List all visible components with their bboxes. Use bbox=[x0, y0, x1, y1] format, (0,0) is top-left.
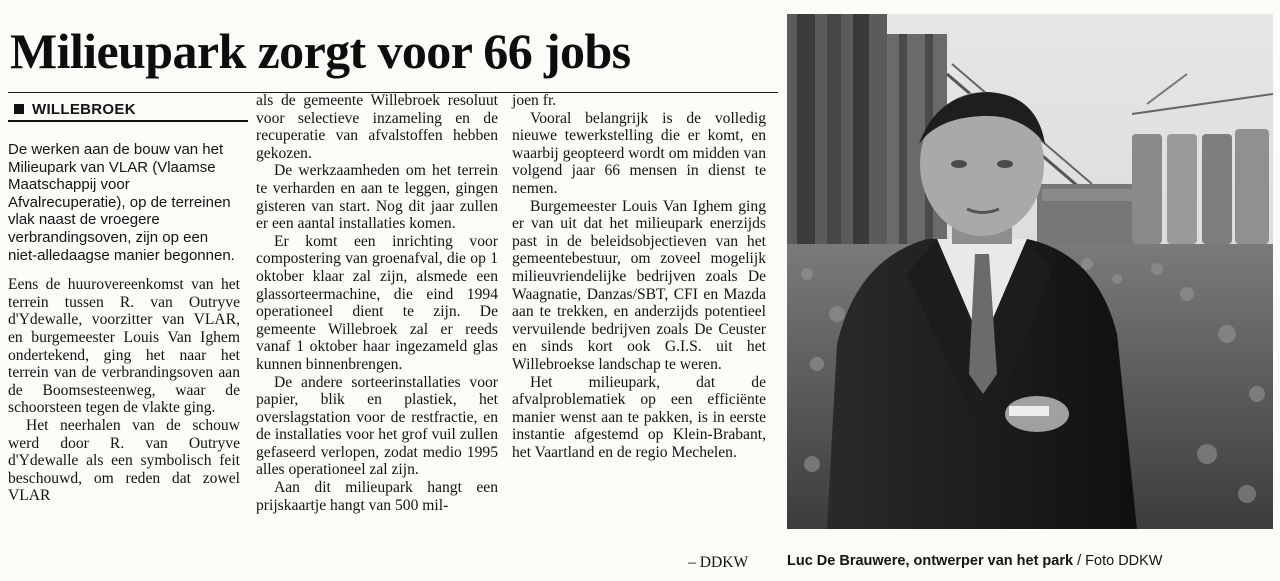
photo-caption bbox=[787, 553, 1277, 569]
paragraph: als de gemeente Willebroek resoluut voor selectieve inzameling en de recuperatie van afvalstoffen hebben gekozen. bbox=[256, 92, 498, 162]
paragraph: Aan dit milieupark hangt een prijskaartje hangt van 500 mil- bbox=[256, 479, 498, 514]
square-bullet-icon bbox=[14, 104, 24, 114]
article-column-2 bbox=[256, 92, 498, 514]
paragraph: De werkzaamheden om het terrein te verharden en aan te leggen, gingen gisteren van start. Nog dit jaar zullen er een aantal installaties komen. bbox=[256, 162, 498, 233]
article-photo bbox=[787, 14, 1273, 529]
article-column-1 bbox=[8, 141, 240, 505]
paragraph: Eens de huurovereenkomst van het terrein tussen R. van Outryve d'Ydewalle, voorzitter van VLAR, en burgemeester Louis Van Ighem ondertekend, ging het naar het terrein van de verbrandingsoven aan de Boomsesteenweg, waar de schoorsteen tegen de vlakte ging. bbox=[8, 276, 240, 417]
paragraph: joen fr. bbox=[512, 92, 557, 109]
paragraph: Vooral belangrijk is de volledig nieuwe tewerkstelling die er komt, en waarbij geopteerd wordt om midden van volgend jaar 66 mensen in dienst te nemen. bbox=[512, 109, 766, 197]
author-signature: – DDKW bbox=[688, 554, 749, 571]
caption-credit: / Foto DDKW bbox=[1073, 553, 1163, 569]
paragraph: Er komt een inrichting voor compostering van groenafval, die op 1 oktober klaar zal zijn, alsmede een glassorteermachine, die eind 1994 operationeel dient te zijn. De gemeente Willebroek zal er reeds vanaf 1 oktober haar ingezameld glas kunnen binnenbrengen. bbox=[256, 232, 498, 373]
article-column-3 bbox=[512, 92, 766, 461]
lead-paragraph: De werken aan de bouw van het Milieupark van VLAR (Vlaamse Maatschappij voor Afvalrecuperatie), op de terreinen vlak naast de vroegere verbrandingsoven, zijn op een niet-alledaagse manier begonnen. bbox=[8, 141, 235, 264]
dateline bbox=[14, 99, 136, 119]
paragraph: Burgemeester Louis Van Ighem ging er van uit dat het milieupark enerzijds past in de beleidsobjectieven van het gemeentebestuur, om zoveel mogelijk milieuvriendelijke bedrijven zoals De Waagnatie, Danzas/SBT, CFI en Mazda aan te trekken, en anderzijds potentieel vervuilende bedrijven zoals De Ceuster en sinds kort ook G.I.S. uit het Willebroekse landschap te weren. bbox=[512, 197, 766, 373]
paragraph: Het neerhalen van de schouw werd door R. van Outryve d'Ydewalle als een symbolisch feit beschouwd, om reden dat zowel VLAR bbox=[8, 416, 240, 505]
dateline-label: WILLEBROEK bbox=[32, 100, 136, 118]
paragraph: Het milieupark, dat de afvalproblematiek op een efficiënte manier wenst aan te pakken, is in eerste instantie afgestemd op Klein-Brabant, het Vaartland en de regio Mechelen. bbox=[512, 373, 766, 461]
paragraph: De andere sorteerinstallaties voor papier, blik en plastiek, het overslagstation voor de restfractie, en de installaties voor het grof vuil zullen gefaseerd verlopen, zodat medio 1995 alles operationeel zal zijn. bbox=[256, 373, 498, 479]
headline: Milieupark zorgt voor 66 jobs bbox=[10, 23, 631, 79]
caption-name: Luc De Brauwere, ontwerper van het park bbox=[787, 553, 1074, 569]
photo-illustration bbox=[787, 14, 1273, 529]
dateline-rule bbox=[8, 120, 248, 122]
